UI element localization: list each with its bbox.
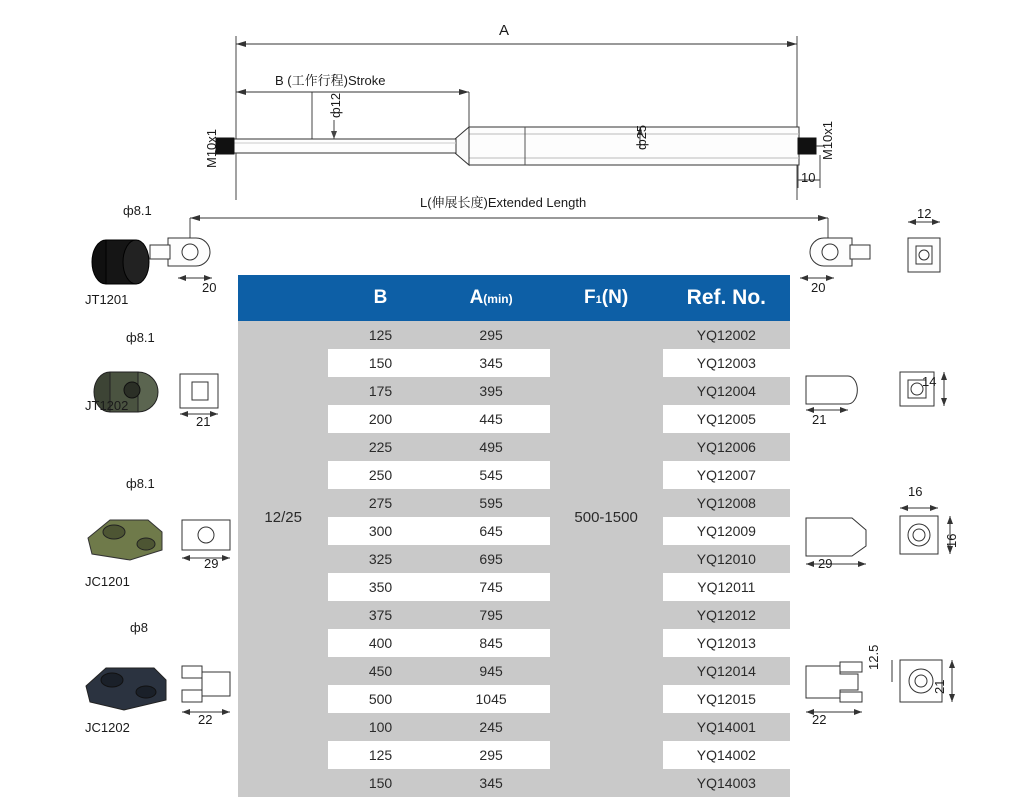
cell-ref-no: YQ12003 xyxy=(663,349,790,377)
header-f-unit: (N) xyxy=(601,287,629,308)
fitting-label-phi8-1-jt1202: ф8.1 xyxy=(126,330,155,345)
table-row xyxy=(238,321,790,349)
cell-a: 695 xyxy=(433,545,550,573)
cell-a: 295 xyxy=(433,321,550,349)
fitting-dim-22-jc1202: 22 xyxy=(198,712,213,727)
cell-b: 350 xyxy=(328,573,432,601)
right-detail-125 xyxy=(800,646,1000,728)
cell-ref-no: YQ14001 xyxy=(663,713,790,741)
dimension-label-phi12: ф12 xyxy=(328,92,343,118)
cell-a: 445 xyxy=(433,405,550,433)
cell-a: 745 xyxy=(433,573,550,601)
dimension-label-21-right: 21 xyxy=(812,412,827,427)
cell-b: 250 xyxy=(328,461,432,489)
dimension-label-16-vertical: 16 xyxy=(944,533,959,548)
dimension-label-16-horizontal: 16 xyxy=(908,484,923,499)
cell-b: 150 xyxy=(328,769,432,797)
cell-ref-no: YQ14002 xyxy=(663,741,790,769)
cell-ref-no: YQ12013 xyxy=(663,629,790,657)
fitting-label-phi8-1-jc1201: ф8.1 xyxy=(126,476,155,491)
dimension-label-phi25: ф25 xyxy=(634,124,649,150)
dimension-label-12-5: 12.5 xyxy=(866,644,881,670)
cell-ref-no: YQ14003 xyxy=(663,769,790,797)
fitting-label-phi8-jc1202: ф8 xyxy=(130,620,148,635)
fitting-label-jt1202: JT1202 xyxy=(85,398,129,413)
dimension-label-10: 10 xyxy=(801,170,816,185)
cell-a: 345 xyxy=(433,769,550,797)
header-size xyxy=(238,275,328,321)
cell-b: 300 xyxy=(328,517,432,545)
fitting-label-jc1201: JC1201 xyxy=(85,574,130,589)
fitting-dim-29-jc1201: 29 xyxy=(204,556,219,571)
dimension-label-stroke: B (工作行程)Stroke xyxy=(275,73,386,88)
cell-a: 1045 xyxy=(433,685,550,713)
cell-a: 395 xyxy=(433,377,550,405)
table-header-row xyxy=(238,275,790,321)
cell-a: 345 xyxy=(433,349,550,377)
cell-size-blank xyxy=(238,713,328,797)
dimension-label-extended-length: L(伸展长度)Extended Length xyxy=(420,195,587,210)
header-a xyxy=(433,275,550,321)
cell-a: 545 xyxy=(433,461,550,489)
dimension-label-21-bottom: 21 xyxy=(932,679,947,694)
cell-b: 175 xyxy=(328,377,432,405)
cell-b: 275 xyxy=(328,489,432,517)
cell-ref-no: YQ12002 xyxy=(663,321,790,349)
fitting-label-phi8-1-jt1201: ф8.1 xyxy=(123,203,152,218)
cell-a: 795 xyxy=(433,601,550,629)
cell-ref-no: YQ12008 xyxy=(663,489,790,517)
header-f xyxy=(550,275,663,321)
cell-b: 375 xyxy=(328,601,432,629)
table-body xyxy=(238,321,790,797)
cell-a: 595 xyxy=(433,489,550,517)
dimension-label-thread-left: M10x1 xyxy=(204,128,219,168)
fitting-jt1202-drawing xyxy=(70,358,250,428)
dimension-label-A: A xyxy=(499,22,510,39)
table-row xyxy=(238,713,790,741)
header-f-text: F xyxy=(584,287,596,308)
cell-a: 845 xyxy=(433,629,550,657)
cell-ref-no: YQ12005 xyxy=(663,405,790,433)
cell-ref-no: YQ12012 xyxy=(663,601,790,629)
cell-b: 125 xyxy=(328,741,432,769)
dimension-label-20-left: 20 xyxy=(202,280,217,295)
cell-a: 245 xyxy=(433,713,550,741)
cell-b: 400 xyxy=(328,629,432,657)
cell-ref-no: YQ12015 xyxy=(663,685,790,713)
cell-a: 295 xyxy=(433,741,550,769)
dimension-label-14: 14 xyxy=(922,374,937,389)
fitting-label-jt1201: JT1201 xyxy=(85,292,129,307)
cell-b: 125 xyxy=(328,321,432,349)
header-b: B xyxy=(328,275,432,321)
dimension-label-29-right: 29 xyxy=(818,556,833,571)
cell-force-blank xyxy=(550,713,663,797)
dimension-label-thread-right: M10x1 xyxy=(820,120,835,160)
cell-a: 645 xyxy=(433,517,550,545)
dimension-label-12-top-right: 12 xyxy=(917,206,932,221)
cell-b: 100 xyxy=(328,713,432,741)
cell-a: 495 xyxy=(433,433,550,461)
cell-b: 150 xyxy=(328,349,432,377)
cell-size: 12/25 xyxy=(238,321,328,713)
cell-b: 225 xyxy=(328,433,432,461)
dimension-label-20-right: 20 xyxy=(811,280,826,295)
cell-b: 450 xyxy=(328,657,432,685)
cell-ref-no: YQ12010 xyxy=(663,545,790,573)
header-a-unit: (min) xyxy=(483,292,513,306)
header-ref-no: Ref. No. xyxy=(663,275,790,321)
cell-ref-no: YQ12007 xyxy=(663,461,790,489)
cell-ref-no: YQ12009 xyxy=(663,517,790,545)
fitting-label-jc1202: JC1202 xyxy=(85,720,130,735)
cell-b: 500 xyxy=(328,685,432,713)
header-a-text: A xyxy=(469,287,484,308)
right-detail-14 xyxy=(800,358,1000,428)
cell-ref-no: YQ12004 xyxy=(663,377,790,405)
fitting-dim-21-jt1202: 21 xyxy=(196,414,211,429)
dimension-label-22-right: 22 xyxy=(812,712,827,727)
cell-force: 500-1500 xyxy=(550,321,663,713)
cell-a: 945 xyxy=(433,657,550,685)
cell-ref-no: YQ12014 xyxy=(663,657,790,685)
cell-ref-no: YQ12011 xyxy=(663,573,790,601)
cell-b: 325 xyxy=(328,545,432,573)
header-f-sub: 1 xyxy=(595,294,602,306)
cell-ref-no: YQ12006 xyxy=(663,433,790,461)
cell-b: 200 xyxy=(328,405,432,433)
specification-table xyxy=(238,275,790,797)
